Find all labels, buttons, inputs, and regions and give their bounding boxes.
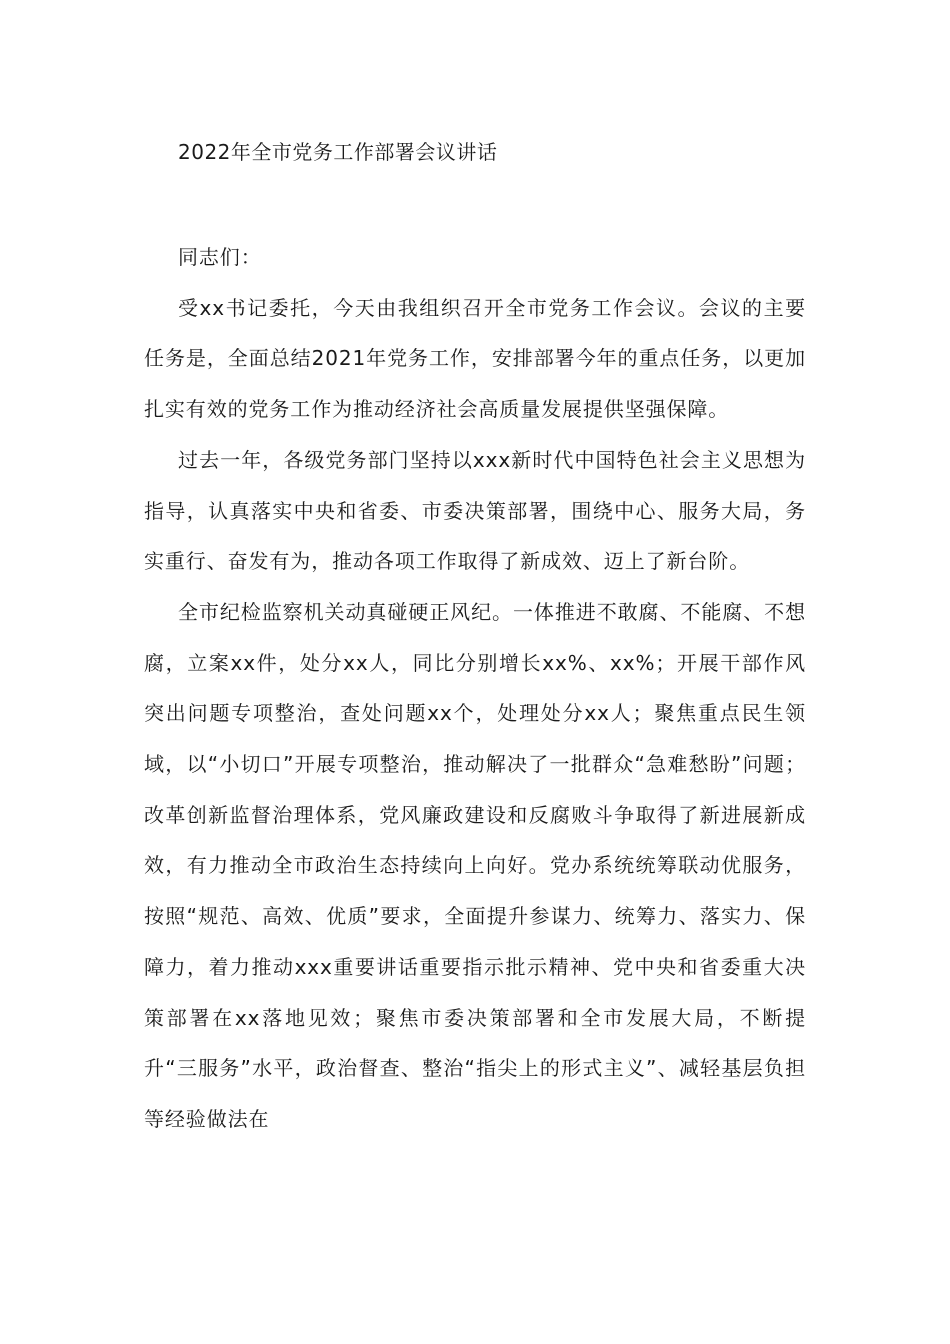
salutation: 同志们： — [178, 245, 262, 269]
document-title: 2022年全市党务工作部署会议讲话 — [178, 140, 498, 164]
paragraph-intro: 受xx书记委托，今天由我组织召开全市党务工作会议。会议的主要任务是，全面总结2021年党务工作，安排部署今年的重点任务，以更加扎实有效的党务工作为推动经济社会高质量发展提供坚强保障。 — [144, 295, 806, 422]
paragraph-discipline: 全市纪检监察机关动真碰硬正风纪。一体推进不敢腐、不能腐、不想腐，立案xx件，处分xx人，同比分别增长xx%、xx%；开展干部作风突出问题专项整治，查处问题xx个，处理处分xx人；聚焦重点民生领域，以“小切口”开展专项整治，推动解决了一批群众“急难愁盼”问题；改革创新监督治理体系，党风廉政建设和反腐败斗争取得了新进展新成效，有力推动全市政治生态持续向上向好。党办系统统筹联动优服务，按照“规范、高效、优质”要求，全面提升参谋力、统筹力、落实力、保障力，着力推动xxx重要讲话重要指示批示精神、党中央和省委重大决策部署在xx落地见效；聚焦市委决策部署和全市发展大局，不断提升“三服务”水平，政治督查、整治“指尖上的形式主义”、减轻基层负担等经验做法在 — [144, 599, 806, 1131]
paragraph-review: 过去一年，各级党务部门坚持以xxx新时代中国特色社会主义思想为指导，认真落实中央和省委、市委决策部署，围绕中心、服务大局，务实重行、奋发有为，推动各项工作取得了新成效、迈上了新台阶。 — [144, 447, 806, 574]
document-body — [144, 232, 806, 1145]
